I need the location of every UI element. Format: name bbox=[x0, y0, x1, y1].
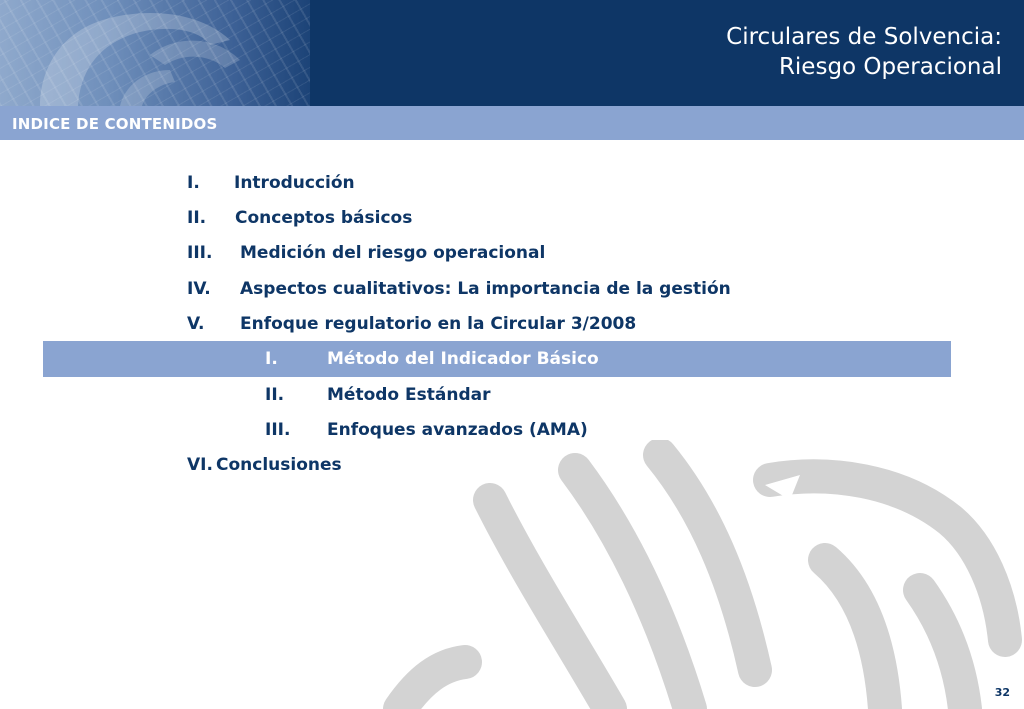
toc-item-label: Enfoque regulatorio en la Circular 3/2008 bbox=[240, 314, 637, 334]
section-bar bbox=[0, 106, 1024, 140]
toc-item-number: II. bbox=[187, 208, 207, 228]
toc-item-number: I. bbox=[265, 349, 278, 369]
toc-item-label: Conceptos básicos bbox=[235, 208, 413, 228]
toc-item-number: II. bbox=[265, 385, 285, 405]
toc-item-label: Introducción bbox=[234, 173, 355, 193]
page-number: 32 bbox=[994, 686, 1010, 699]
section-label: INDICE DE CONTENIDOS bbox=[12, 115, 218, 133]
toc-item-number: I. bbox=[187, 173, 200, 193]
toc-item-number: III. bbox=[265, 420, 291, 440]
griffin-emboss-icon bbox=[0, 0, 310, 106]
page-title bbox=[726, 22, 1002, 82]
toc-item-number: V. bbox=[187, 314, 205, 334]
page-title-line2: Riesgo Operacional bbox=[778, 54, 1002, 80]
toc-item-number: IV. bbox=[187, 279, 211, 299]
toc-item-number: III. bbox=[187, 243, 213, 263]
toc-item-number: VI. bbox=[187, 455, 213, 475]
building-photo-icon bbox=[0, 0, 310, 106]
header-band bbox=[0, 0, 1024, 106]
griffin-logo-icon bbox=[360, 440, 1024, 709]
page-title-line1: Circulares de Solvencia: bbox=[726, 24, 1002, 50]
toc-item-label: Método del Indicador Básico bbox=[327, 349, 599, 369]
toc-item-label: Conclusiones bbox=[216, 455, 342, 475]
toc-item-label: Aspectos cualitativos: La importancia de la gestión bbox=[240, 279, 731, 299]
toc-item-label: Medición del riesgo operacional bbox=[240, 243, 546, 263]
toc-item-label: Método Estándar bbox=[327, 385, 491, 405]
toc-item-label: Enfoques avanzados (AMA) bbox=[327, 420, 588, 440]
